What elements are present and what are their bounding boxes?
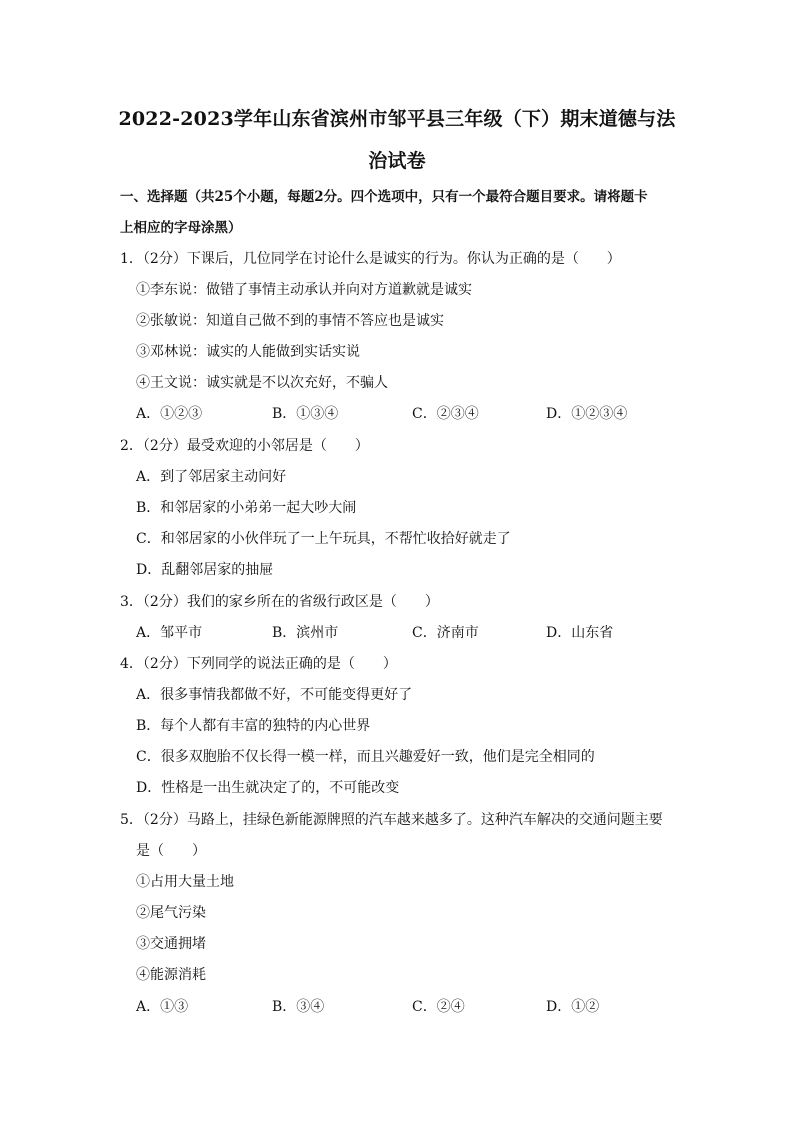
question-3-stem: 3．（2分）我们的家乡所在的省级行政区是（ ） (120, 594, 439, 610)
question-5-options (136, 998, 696, 1016)
question-1-option-a[interactable]: A．①②③ (136, 406, 203, 422)
question-5-option-b[interactable]: B．③④ (272, 999, 325, 1015)
question-4-option-a[interactable]: A．很多事情我都做不好，不可能变得更好了 (136, 687, 413, 703)
question-5-statement-4: ④能源消耗 (136, 967, 206, 983)
question-1-option-d[interactable]: D．①②③④ (546, 406, 628, 422)
question-1-statement-1: ①李东说：做错了事情主动承认并向对方道歉就是诚实 (136, 282, 472, 298)
question-4-option-d[interactable]: D．性格是一出生就决定了的，不可能改变 (136, 780, 400, 796)
question-1-statement-3: ③邓林说：诚实的人能做到实话实说 (136, 344, 360, 360)
question-1-option-c[interactable]: C．②③④ (412, 406, 479, 422)
question-3-options (136, 624, 696, 642)
question-4-option-c[interactable]: C．很多双胞胎不仅长得一模一样，而且兴趣爱好一致，他们是完全相同的 (136, 749, 595, 765)
exam-title-line-1: 2022-2023学年山东省滨州市邹平县三年级（下）期末道德与法 (118, 108, 676, 130)
question-2-option-d[interactable]: D．乱翻邻居家的抽屉 (136, 562, 274, 578)
question-4-option-b[interactable]: B．每个人都有丰富的独特的内心世界 (136, 718, 371, 734)
question-5-option-c[interactable]: C．②④ (412, 999, 465, 1015)
section-heading-line-2: 上相应的字母涂黑） (120, 220, 242, 236)
question-5-stem-continued: 是（ ） (136, 843, 206, 859)
question-5-statement-3: ③交通拥堵 (136, 936, 206, 952)
section-heading-line-1: 一、选择题（共25个小题，每题2分。四个选项中，只有一个最符合题目要求。请将题卡 (120, 189, 648, 205)
question-2-option-a[interactable]: A．到了邻居家主动问好 (136, 469, 287, 485)
question-1-options (136, 405, 696, 423)
question-4-stem: 4．（2分）下列同学的说法正确的是（ ） (120, 656, 397, 672)
question-2-stem: 2．（2分）最受欢迎的小邻居是（ ） (120, 438, 369, 454)
question-1-statement-4: ④王文说：诚实就是不以次充好，不骗人 (136, 375, 388, 391)
exam-title-line-2: 治试卷 (368, 150, 426, 172)
question-1-statement-2: ②张敏说：知道自己做不到的事情不答应也是诚实 (136, 313, 444, 329)
question-1-option-b[interactable]: B．①③④ (272, 406, 339, 422)
question-3-option-b[interactable]: B．滨州市 (272, 625, 339, 641)
question-3-option-a[interactable]: A．邹平市 (136, 625, 203, 641)
question-2-option-c[interactable]: C．和邻居家的小伙伴玩了一上午玩具，不帮忙收拾好就走了 (136, 531, 511, 547)
question-3-option-c[interactable]: C．济南市 (412, 625, 479, 641)
question-3-option-d[interactable]: D．山东省 (546, 625, 614, 641)
question-5-stem: 5．（2分）马路上，挂绿色新能源牌照的汽车越来越多了。这种汽车解决的交通问题主要 (120, 812, 663, 828)
question-5-statement-1: ①占用大量土地 (136, 874, 234, 890)
question-1-stem: 1．（2分）下课后，几位同学在讨论什么是诚实的行为。你认为正确的是（ ） (120, 251, 621, 267)
question-2-option-b[interactable]: B．和邻居家的小弟弟一起大吵大闹 (136, 500, 357, 516)
question-5-option-d[interactable]: D．①② (546, 999, 600, 1015)
question-5-option-a[interactable]: A．①③ (136, 999, 189, 1015)
question-5-statement-2: ②尾气污染 (136, 905, 206, 921)
